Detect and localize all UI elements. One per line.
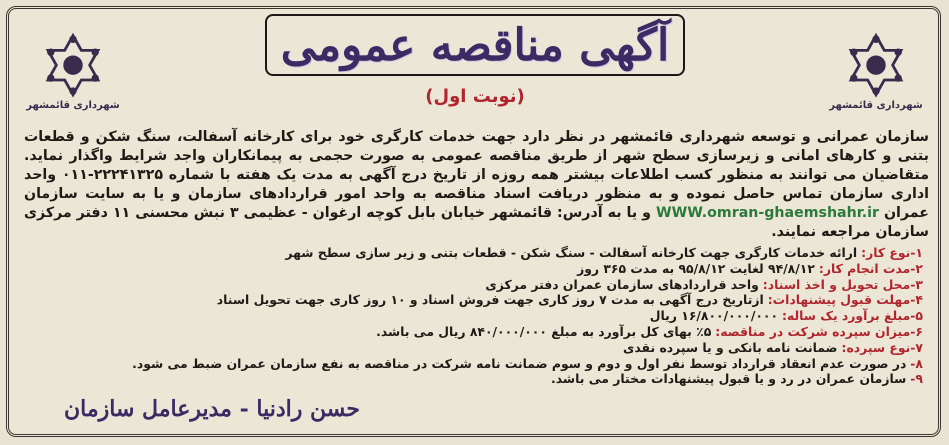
item-label: ۳-محل تحویل و اخذ اسناد:	[762, 276, 923, 292]
list-item	[23, 277, 923, 293]
municipality-logo-left	[18, 30, 128, 111]
item-label: ۹-	[910, 371, 923, 387]
item-label: ۵-مبلغ برآورد یک ساله:	[781, 308, 923, 324]
list-item	[23, 308, 923, 324]
list-item	[23, 356, 923, 372]
item-text: ازتاریخ درج آگهی به مدت ۷ روز کاری جهت فروش اسناد و ۱۰ روز کاری جهت تحویل اسناد	[216, 292, 764, 308]
item-text: ارائه خدمات کارگری جهت کارخانه آسفالت - سنگ شکن - قطعات بتنی و زیر سازی سطح شهر	[285, 245, 858, 260]
municipality-emblem-icon	[36, 30, 110, 104]
municipality-logo-right	[821, 30, 931, 111]
website-link[interactable]: WWW.omran-ghaemshahr.ir	[656, 205, 879, 221]
item-text: ۵٪ بهای کل برآورد به مبلغ ۸۴۰/۰۰۰/۰۰۰ ریال می باشد.	[376, 323, 712, 339]
notice-title: آگهی مناقصه عمومی	[280, 19, 670, 71]
item-text: ضمانت نامه بانکی و یا سپرده نقدی	[623, 339, 838, 355]
item-label: ۸-	[910, 355, 923, 371]
title-box	[265, 14, 685, 76]
item-text: ۹۴/۸/۱۲ لغایت ۹۵/۸/۱۲ به مدت ۳۶۵ روز	[577, 260, 815, 276]
item-label: ۶-میزان سپرده شرکت در مناقصه:	[715, 323, 923, 339]
tender-items-list	[23, 245, 923, 387]
list-item	[23, 245, 923, 261]
item-text: سازمان عمران در رد و یا قبول پیشنهادات مختار می باشد.	[551, 371, 907, 387]
item-text: واحد قراردادهای سازمان عمران دفتر مرکزی	[485, 276, 759, 292]
intro-text-2: و یا به آدرس: قائمشهر خیابان بابل کوچه ارغوان - عظیمی ۳ نبش محسنی ۱۱ دفتر مرکزی سازمان مراجعه نمایند.	[24, 205, 929, 240]
list-item	[23, 324, 923, 340]
signature: حسن رادنیا - مدیرعامل سازمان	[63, 396, 360, 422]
list-item	[23, 261, 923, 277]
item-label: ۱-نوع کار:	[861, 245, 923, 260]
list-item	[23, 340, 923, 356]
item-label: ۷-نوع سپرده:	[841, 339, 923, 355]
municipality-emblem-icon	[839, 30, 913, 104]
intro-text-1: سازمان عمرانی و توسعه شهرداری قائمشهر در نظر دارد جهت خدمات کارگری خود برای کارخانه آسفالت، سنگ شکن و قطعات بتنی و کارهای امانی و زیرسازی سطح شهر از طریق مناقصه عمومی به صورت حجمی به پیمانکاران واجد شرایط واگذار نماید. متقاضیان می توانند به منظور کسب اطلاعات بیشتر همه روزه از تاریخ درج آگهی به مدت یک هفته با شماره ۲۲۲۴۱۳۲۵-۰۱۱ واحد اداری سازمان تماس حاصل نموده و به منظور دریافت اسناد مناقصه به واحد امور قراردادهای سازمان و یا به سایت سازمان عمران	[24, 129, 929, 221]
item-label: ۴-مهلت قبول پیشنهادات:	[767, 292, 923, 308]
intro-paragraph	[24, 128, 929, 242]
list-item	[23, 292, 923, 308]
item-text: در صورت عدم انعقاد قرارداد توسط نفر اول و دوم و سوم ضمانت نامه شرکت در مناقصه به نفع سازمان عمران ضبط می شود.	[132, 355, 907, 371]
logo-caption: شهرداری قائمشهر	[26, 100, 120, 111]
item-label: ۲-مدت انجام کار:	[818, 260, 923, 276]
notice-subtitle: (نوبت اول)	[425, 86, 525, 107]
item-text: ۱۶/۸۰۰/۰۰۰/۰۰۰ ریال	[649, 308, 779, 324]
list-item	[23, 371, 923, 387]
logo-caption: شهرداری قائمشهر	[829, 100, 923, 111]
